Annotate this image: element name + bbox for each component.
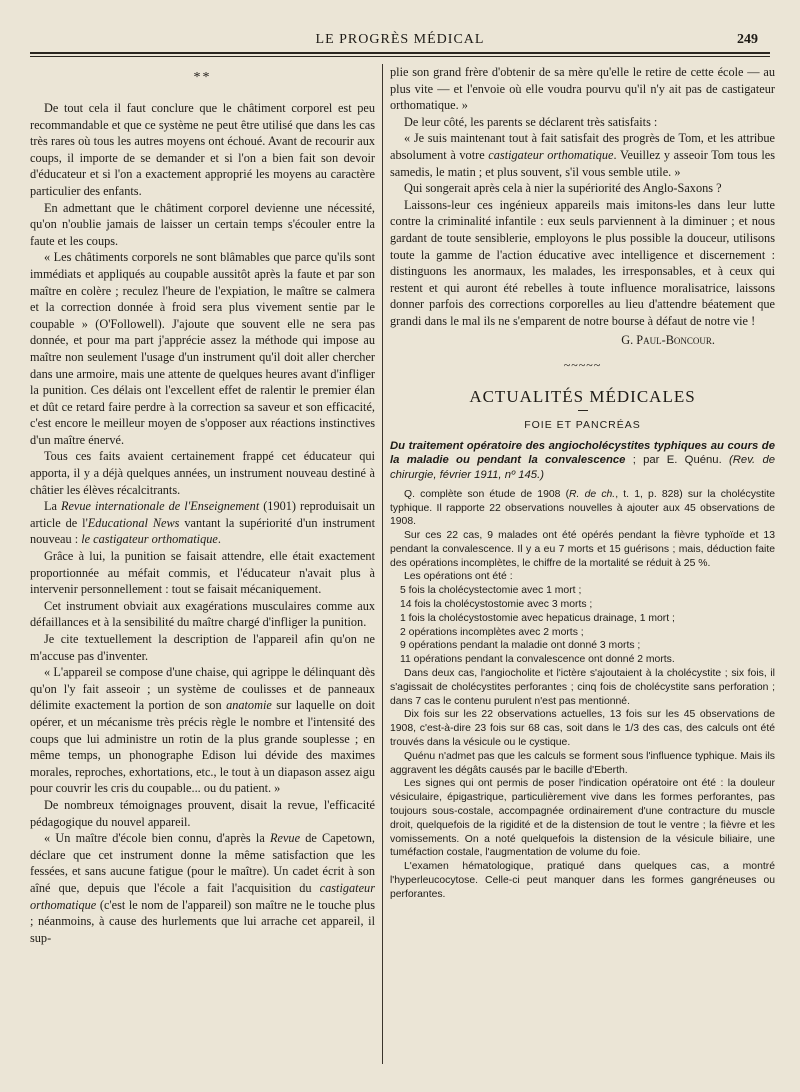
article-paragraph: Les opérations ont été :	[404, 571, 513, 583]
paragraph: Cet instrument obviait aux exagérations musculaires comme aux défaillances et à la sensibilité du maître chargé d'infliger la punition.	[30, 598, 375, 630]
quote-part1: « L'appareil se compose d'une chaise, qui agrippe le délinquant dès qu'on l'y fait asseoir ; un système de coulisses et de panneaux délimite exactement la portion de son	[30, 665, 375, 713]
quote2-part2: . Veuillez y asseoir Tom tous les samedis, le matin ; et plus souvent, s'il vous semble utile. »	[390, 147, 775, 179]
paragraph-quote2	[390, 130, 775, 180]
paragraph: De tout cela il faut conclure que le châtiment corporel est peu recommandable et que ce système ne peut être utilisé que dans les cas très rares où tous les autres moyens ont échoué. Avant de recourir aux coups, il importe de se demander et si l'on a bien fait son devoir d'éducateur et si l'on a exactement approprié les moyens au caractère particulier des enfants.	[30, 101, 375, 198]
quote2-castigateur: castigateur orthomatique	[488, 147, 614, 162]
revue-mid2: vantant la supériorité d'un instrument nouveau :	[30, 515, 375, 547]
paragraph: Qui songerait après cela à nier la supériorité des Anglo-Saxons ?	[404, 181, 722, 196]
operations-list-item: 14 fois la cholécystostomie avec 3 morts ;	[400, 599, 593, 611]
paragraph-capetown	[30, 830, 375, 946]
running-title: LE PROGRÈS MÉDICAL	[315, 32, 485, 47]
article-title: Du traitement opératoire des angiocholécystites typhiques au cours de la maladie ou pendant la convalescence	[390, 440, 775, 467]
paragraph: Tous ces faits avaient certainement frappé cet éducateur qui apporta, il y a déjà quelques années, un instrument nouveau destiné à châtier les élèves récalcitrants.	[30, 449, 375, 497]
page-number: 249	[737, 32, 758, 47]
article-paragraph: Dix fois sur les 22 observations actuelles, 13 fois sur les 45 observations de 1908, c'est-à-dire 23 fois sur 68 cas, soit dans le 1/3 des cas, des calculs ont été trouvés dans la vésicule ou le cystique.	[390, 709, 775, 749]
article-heading	[390, 439, 775, 482]
left-column	[30, 64, 375, 1074]
paragraph-continuation: plie son grand frère d'obtenir de sa mère qu'elle le retire de cette école — au plus vite — et l'envoie où elle voudra pourvu qu'il n'y ait pas de castigateur orthomatique. »	[390, 65, 775, 113]
revue-title: Revue internationale de l'Enseignement	[60, 499, 260, 514]
article-intro	[390, 488, 775, 529]
revue-prefix: La	[44, 499, 61, 514]
section-flourish: ~~~~~	[563, 358, 602, 373]
section-stars: **	[193, 70, 212, 85]
revue-end: .	[217, 532, 221, 547]
article-source: (Rev. de chirurgie, février 1911, nº 145.)	[390, 454, 775, 481]
right-column	[390, 64, 775, 1074]
page-header	[20, 30, 780, 52]
capetown-revue: Revue	[270, 831, 301, 846]
operations-list-item: 9 opérations pendant la maladie ont donné 3 morts ;	[400, 640, 641, 652]
header-rule-thin	[30, 56, 770, 57]
paragraph: De leur côté, les parents se déclarent très satisfaits :	[404, 114, 658, 129]
rubric-title: FOIE ET PANCRÉAS	[524, 419, 641, 432]
section-title: ACTUALITÉS MÉDICALES	[469, 387, 696, 407]
revue-news: Educational News	[87, 515, 180, 530]
article-paragraph: Sur ces 22 cas, 9 malades ont été opérés pendant la fièvre typhoïde et 13 pendant la convalescence. Il y a eu 7 morts et 15 guérisons ; mais, déduction faite des opérations incomplètes, le chiffre de la mortalité se réduit à 25 %.	[390, 530, 775, 569]
paragraph: Laissons-leur ces ingénieux appareils mais imitons-les dans leur lutte contre la criminalité infantile : eux seuls parviennent à la diminuer ; et nous gardant de toute sensiblerie, employons le plus possible la douceur, utilisons toute la gamme de l'action éducative avec intelligence et discernement : distinguons les anormaux, les malades, les irresponsables, et à ceux qui restent et qui auront été rebelles à toute influence moralisatrice, laissons donner parfois des corrections corporelles au lieu d'attendre béatement que grandi dans le mal ils ne s'emparent de notre bourse à défaut de notre vie !	[390, 197, 775, 328]
operations-list	[390, 584, 775, 667]
section-title-dash	[578, 410, 588, 411]
header-rule	[30, 52, 770, 54]
article-byline: ; par E. Quénu.	[625, 454, 730, 467]
paragraph-quote	[30, 664, 375, 797]
quote2-part1: « Je suis maintenant tout à fait satisfait des progrès de Tom, et les attribue absolument à votre	[390, 131, 775, 162]
paragraph: « Les châtiments corporels ne sont blâmables que parce qu'ils sont immédiats et appliqués au coupable aussitôt après la faute et par son maître en colère ; reculez l'heure de l'expiation, le maître se calmera et la correction donnée à froid sera plus vivement sentie par le coupable » (O'Followell). J'ajoute que souvent elle ne sera pas donnée, et pour ma part j'apprécie assez la méthode qui impose au maître non seulement l'usage d'un instrument qu'il doit aller chercher dans une armoire, mais une attente de quelques heures avant d'infliger la punition. Ces délais ont l'excellent effet de ralentir le premier élan et dût ce retard faire perdre à la correction sa saveur et son efficacité, c'est encore le meilleur moyen de s'opposer aux réactions instinctives d'un maître énervé.	[30, 250, 375, 447]
paragraph-revue	[30, 498, 375, 548]
column-divider	[382, 64, 383, 1064]
capetown-part1: « Un maître d'école bien connu, d'après la	[44, 831, 270, 846]
paragraph: De nombreux témoignages prouvent, disait la revue, l'efficacité pédagogique du nouvel appareil.	[30, 797, 375, 829]
intro-part2: , t. 1, p. 828) sur la cholécystite typhique. Il rapporte 22 observations nouvelles à ajouter aux 45 observations de 1908.	[390, 488, 775, 528]
paragraph: Grâce à lui, la punition se faisait attendre, elle était exactement proportionnée au méfait commis, et l'éducateur n'avait plus à intervenir personnellement : tout se faisait mécaniquement.	[30, 549, 375, 597]
paragraph: En admettant que le châtiment corporel devienne une nécessité, qu'on n'oublie jamais de laisser un certain temps s'écouler entre la faute et les coups.	[30, 200, 375, 248]
capetown-part2: de Capetown, déclare que cet instrument donne la même satisfaction que les fessées, et sans aucune fatigue (pour le maître). Un cadet écrit à son aîné que, depuis que l'école a fait l'acquisition du	[30, 831, 375, 895]
operations-list-item: 5 fois la cholécystectomie avec 1 mort ;	[400, 585, 582, 597]
capetown-part3: (c'est le nom de l'appareil) son maître ne le touche plus ; néanmoins, à cause des hurlements que lui arrache cet appareil, il sup-	[30, 897, 375, 945]
article-paragraph: Dans deux cas, l'angiocholite et l'ictère s'ajoutaient à la cholécystite ; six fois, il s'agissait de cholécystites perforantes ; cinq fois de cholécystite sans perforation ; dans 7 cas le contenu purulent n'est pas mentionné.	[390, 668, 775, 707]
revue-instrument: le castigateur orthomatique	[81, 532, 218, 547]
capetown-castigateur: castigateur orthomatique	[30, 880, 375, 912]
quote-anatomie: anatomie	[226, 698, 272, 713]
operations-list-item: 1 fois la cholécystostomie avec hepaticus drainage, 1 mort ;	[400, 612, 675, 624]
revue-mid1: (1901) reproduisait un article de l'	[30, 499, 375, 530]
author-signature: G. Paul-Boncour.	[621, 332, 715, 347]
intro-part1: Q. complète son étude de 1908 (	[404, 488, 570, 500]
article-paragraph: L'examen hématologique, pratiqué dans quelques cas, a montré l'hyperleucocytose. Celle-ci peut manquer dans les formes gangréneuses ou perforantes.	[390, 861, 775, 900]
paragraph: Je cite textuellement la description de l'appareil afin qu'on ne m'accuse pas d'inventer.	[30, 632, 375, 663]
intro-ref: R. de ch.	[569, 488, 616, 500]
article-paragraph: Quénu n'admet pas que les calculs se forment sous l'influence typhique. Mais ils aggravent les dégâts causés par le bacille d'Eberth.	[390, 750, 775, 776]
operations-list-item: 11 opérations pendant la convalescence ont donné 2 morts.	[400, 654, 675, 666]
quote-part2: sur laquelle on doit opérer, et un mécanisme très précis règle le nombre et l'intensité des coups que lui administre un rotin de la plus grande souplesse ; en même temps, un phonographe Edison lui dévide des maximes morales, reproches, exhortations, etc., le tout à un diapason assez aigu pour couvrir les cris du coupable... ou du patient. »	[30, 698, 375, 796]
operations-list-item: 2 opérations incomplètes avec 2 morts ;	[400, 626, 584, 638]
article-paragraph: Les signes qui ont permis de poser l'indication opératoire ont été : la douleur vésiculaire, épigastrique, particulièrement vive dans les formes perforantes, pas toujours sous-costale, accompagnée ordinairement d'une contracture du muscle droit, quelquefois de la rigidité et de la distension de tout le ventre ; la fièvre et les vomissements. On a noté quelquefois la distension de la vésicule biliaire, une tuméfaction costale, l'augmentation de volume du foie.	[390, 778, 775, 859]
